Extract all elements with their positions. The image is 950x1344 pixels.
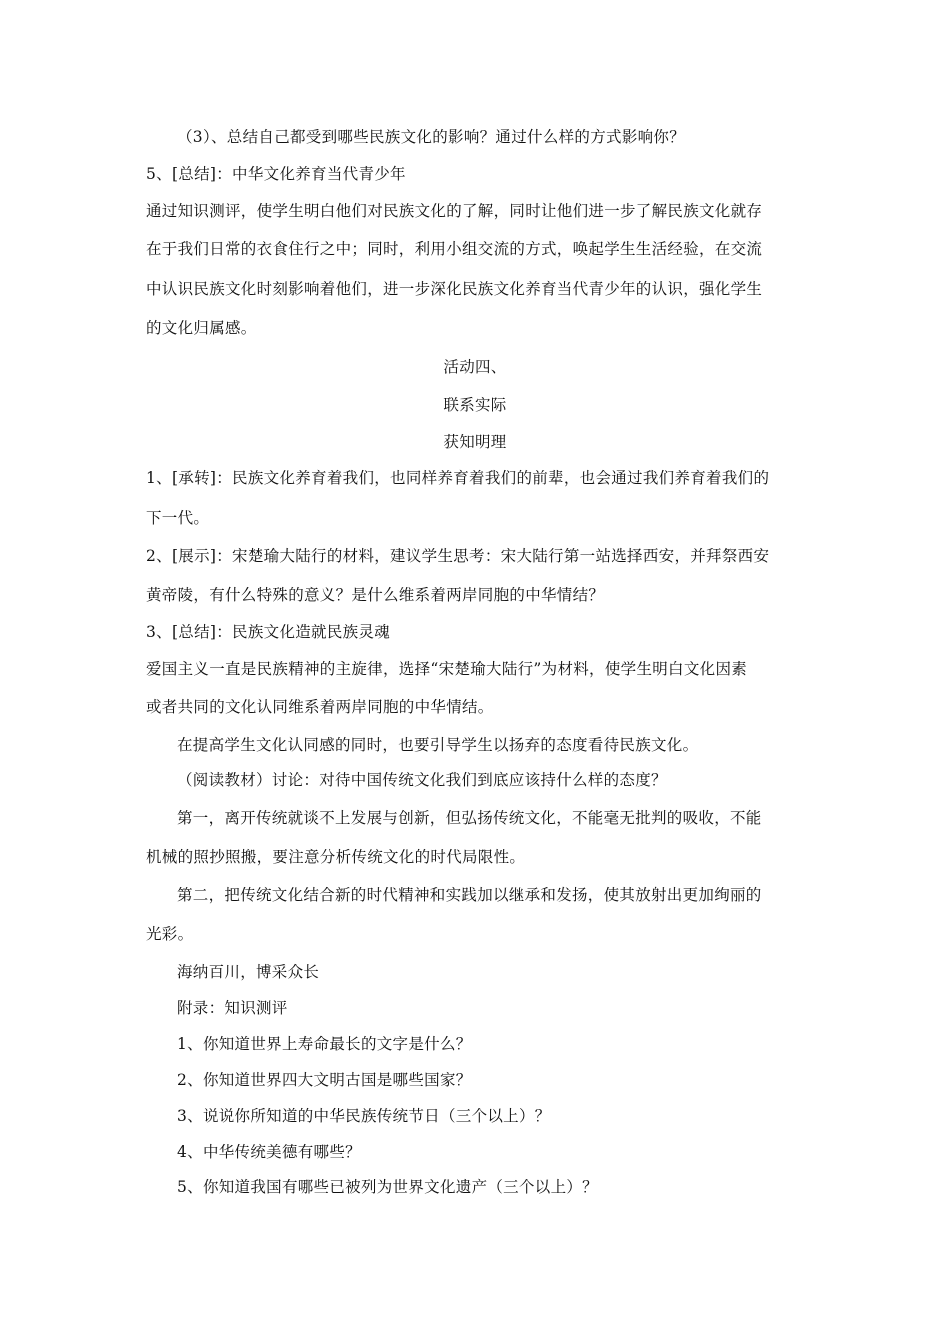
quiz-question: 5、你知道我国有哪些已被列为世界文化遗产（三个以上）？	[177, 1178, 598, 1196]
appendix-heading: 附录：知识测评	[177, 999, 288, 1017]
paragraph-line: 机械的照抄照搬，要注意分析传统文化的时代局限性。	[146, 848, 526, 866]
quiz-question: 3、说说你所知道的中华民族传统节日（三个以上）？	[177, 1107, 551, 1125]
paragraph-line: 通过知识测评，使学生明白他们对民族文化的了解，同时让他们进一步了解民族文化就存	[146, 202, 763, 220]
paragraph-line: 在提高学生文化认同感的同时，也要引导学生以扬弃的态度看待民族文化。	[177, 736, 699, 754]
question-3-line: （3）、总结自己都受到哪些民族文化的影响？通过什么样的方式影响你？	[177, 128, 686, 146]
item-3-heading: 3、[总结]：民族文化造就民族灵魂	[146, 623, 391, 641]
item-2-line: 黄帝陵，有什么特殊的意义？是什么维系着两岸同胞的中华情结？	[146, 586, 605, 604]
summary-5-heading: 5、[总结]：中华文化养育当代青少年	[146, 165, 406, 183]
item-2-line: 2、[展示]：宋楚瑜大陆行的材料，建议学生思考：宋大陆行第一站选择西安，并拜祭西安	[146, 547, 770, 565]
paragraph-line: 中认识民族文化时刻影响着他们，进一步深化民族文化养育当代青少年的认识，强化学生	[146, 280, 763, 298]
activity-subtitle: 联系实际	[443, 396, 507, 414]
paragraph-line: 的文化归属感。	[146, 319, 257, 337]
paragraph-line: 爱国主义一直是民族精神的主旋律，选择“宋楚瑜大陆行”为材料，使学生明白文化因素	[146, 660, 748, 678]
activity-title: 活动四、	[443, 358, 507, 376]
paragraph-line: 或者共同的文化认同维系着两岸同胞的中华情结。	[146, 698, 494, 716]
paragraph-line: 第一，离开传统就谈不上发展与创新，但弘扬传统文化，不能毫无批判的吸收，不能	[177, 809, 762, 827]
paragraph-line: 第二，把传统文化结合新的时代精神和实践加以继承和发扬，使其放射出更加绚丽的	[177, 886, 762, 904]
motto-line: 海纳百川，博采众长	[177, 963, 320, 981]
item-1-line: 下一代。	[146, 509, 210, 527]
quiz-question: 1、你知道世界上寿命最长的文字是什么？	[177, 1035, 472, 1053]
discussion-line: （阅读教材）讨论：对待中国传统文化我们到底应该持什么样的态度？	[177, 771, 667, 789]
quiz-question: 4、中华传统美德有哪些？	[177, 1143, 361, 1161]
paragraph-line: 在于我们日常的衣食住行之中；同时，利用小组交流的方式，唤起学生生活经验，在交流	[146, 240, 763, 258]
activity-subtitle: 获知明理	[443, 433, 507, 451]
item-1-line: 1、[承转]：民族文化养育着我们，也同样养育着我们的前辈，也会通过我们养育着我们的	[146, 469, 770, 487]
quiz-question: 2、你知道世界四大文明古国是哪些国家？	[177, 1071, 472, 1089]
paragraph-line: 光彩。	[146, 925, 194, 943]
